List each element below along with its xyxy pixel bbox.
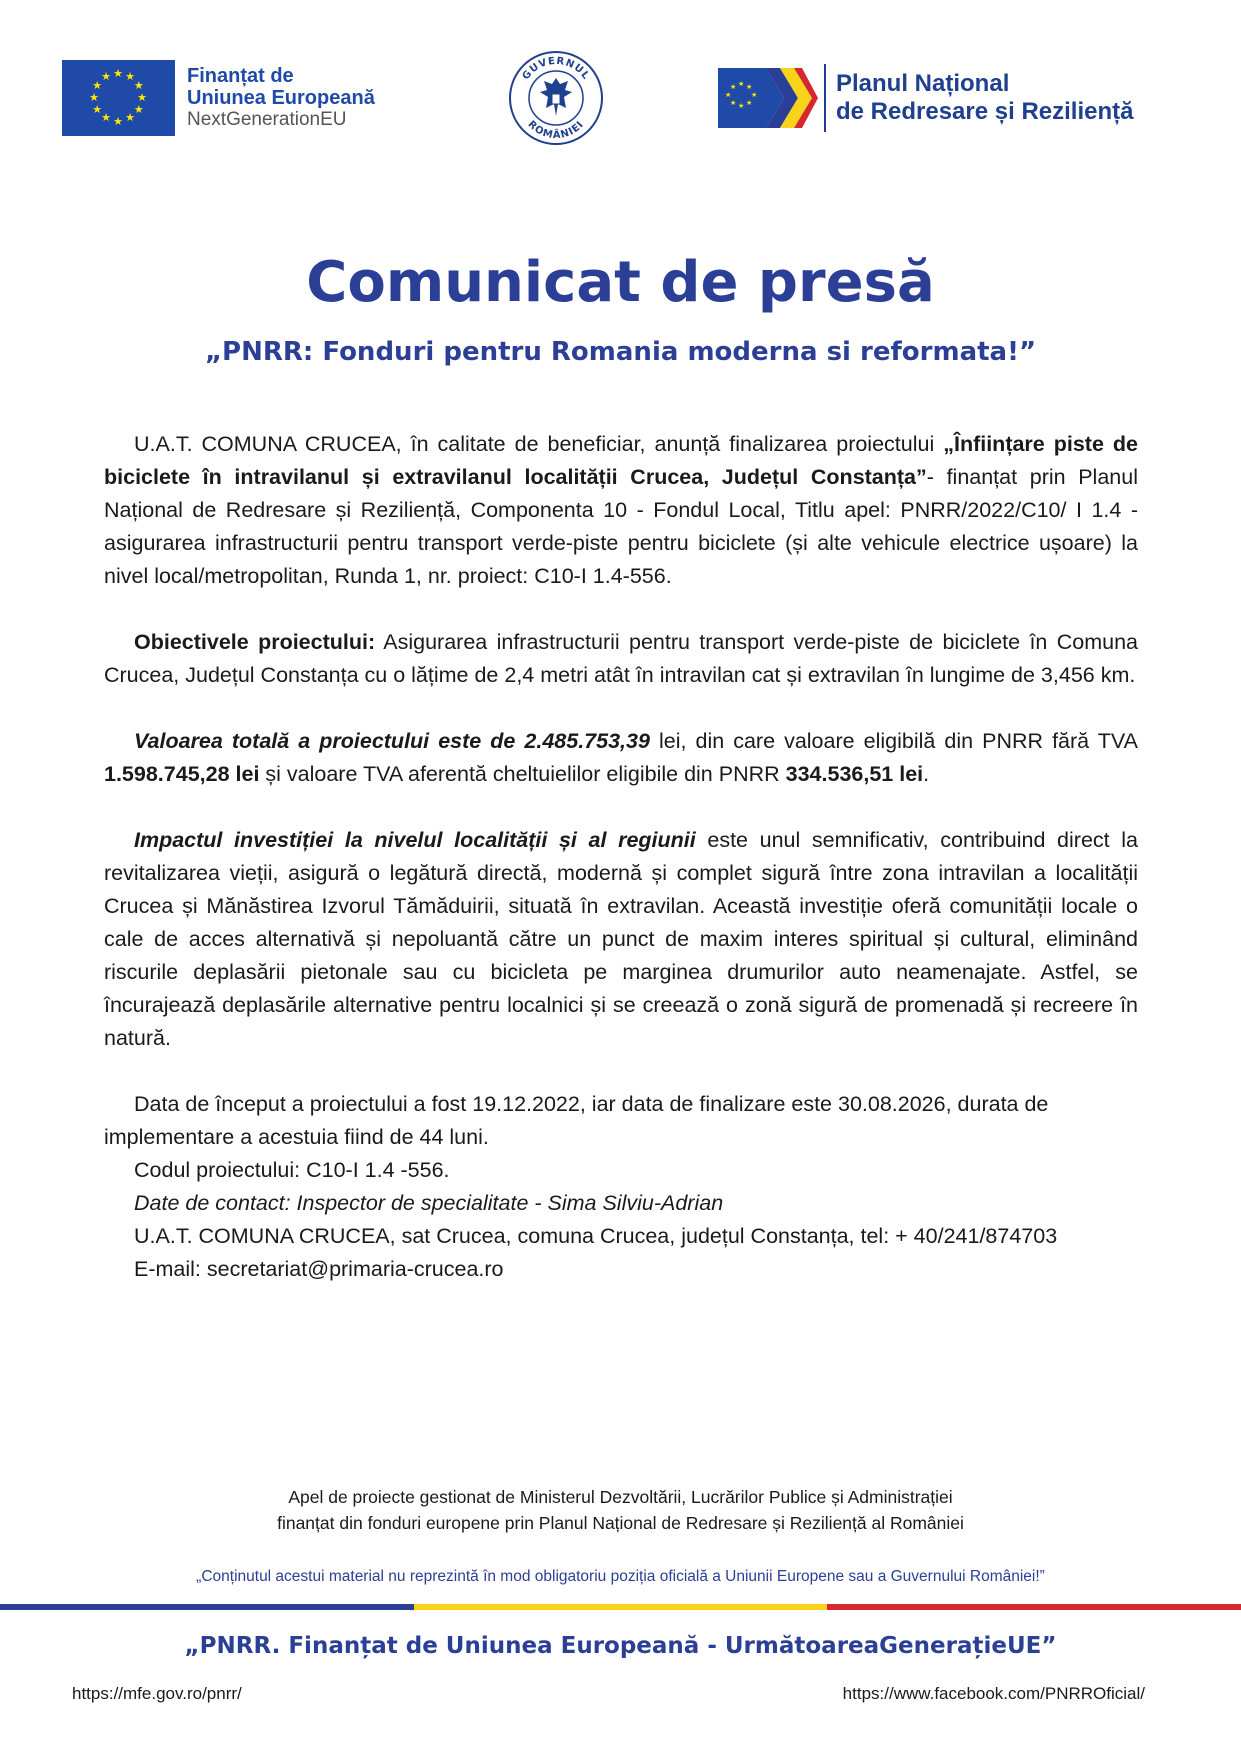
footer-call-line2: finanțat din fonduri europene prin Planul Național de Redresare și Reziliență al României bbox=[277, 1513, 964, 1533]
eu-star-icon: ★ bbox=[113, 67, 123, 80]
eu-funding-logo bbox=[62, 60, 375, 136]
paragraph-dates: Data de început a proiectului a fost 19.12.2022, iar data de finalizare este 30.08.2026, durata de implementare a acestuia fiind de 44 luni. bbox=[104, 1092, 1049, 1149]
page-subtitle: „PNRR: Fonduri pentru Romania moderna si reformata!” bbox=[204, 337, 1037, 367]
svg-text:★: ★ bbox=[738, 80, 745, 88]
objectives-text: Asigurarea infrastructurii pentru transport verde-piste de biciclete în Comuna Crucea, Județul Constanța cu o lățime de 2,4 metri atât în intravilan cat și extravilan în lungime de 3,456 km. bbox=[104, 630, 1138, 687]
project-name: „Înființare piste de biciclete în intravilanul și extravilanul localității Crucea, Județul Constanța” bbox=[104, 432, 1138, 489]
svg-text:★: ★ bbox=[730, 83, 737, 91]
eu-logo-line2: Uniunea Europeană bbox=[187, 87, 375, 109]
svg-text:★: ★ bbox=[746, 99, 753, 107]
value-text-1: lei, din care valoare eligibilă din PNRR fără TVA bbox=[649, 729, 1138, 753]
svg-text:ROMÂNIEI: ROMÂNIEI bbox=[525, 118, 587, 142]
value-text-2: și valoare TVA aferentă cheltuielilor eligibile din PNRR bbox=[259, 762, 786, 786]
stripe-blue bbox=[0, 1604, 414, 1610]
stripe-yellow bbox=[414, 1604, 828, 1610]
pnrr-logo-text bbox=[836, 70, 1133, 126]
eu-star-icon: ★ bbox=[92, 79, 103, 92]
announcement-details: - finanțat prin Planul Național de Redresare și Reziliență, Componenta 10 - Fondul Local, Titlu apel: PNRR/2022/C10/ I 1.4 - asigurarea infrastructurii pentru transport verde-piste pentru biciclete (și alte vehicule electrice ușoare) la nivel local/metropolitan, Runda 1, nr. proiect: C10-I 1.4-556. bbox=[104, 465, 1138, 588]
page-title: Comunicat de presă bbox=[306, 250, 935, 315]
footer-slogan: „PNRR. Finanțat de Uniunea Europeană - UrmătoareaGenerațieUE” bbox=[184, 1633, 1057, 1659]
tricolor-stripe bbox=[0, 1604, 1241, 1610]
objectives-label: Obiectivele proiectului: bbox=[134, 630, 376, 654]
facebook-pnrr-link[interactable]: https://www.facebook.com/PNRROficial/ bbox=[842, 1684, 1145, 1703]
paragraph-impact bbox=[104, 824, 1138, 1055]
eu-logo-line3: NextGenerationEU bbox=[187, 109, 347, 130]
value-text-3: . bbox=[923, 762, 930, 786]
pnrr-flag-icon bbox=[718, 68, 818, 128]
press-release-body bbox=[104, 428, 1138, 1286]
total-value-label: Valoarea totală a proiectului este de 2.485.753,39 bbox=[134, 729, 650, 753]
eu-star-icon: ★ bbox=[101, 112, 111, 125]
eu-star-icon: ★ bbox=[113, 115, 123, 128]
impact-text: este unul semnificativ, contribuind direct la revitalizarea vieții, asigură o legătură directă, modernă și complet sigură între zona intravilan a localității Crucea și Mănăstirea Izvorul Tămăduirii, situată în extravilan. Această investiție oferă comunității locale o cale de acces alternativă și nepoluantă către un punct de maxim interes spiritual și cultural, eliminând riscurile deplasării pietonale sau cu bicicleta pe marginea drumurilor auto neamenajate. Astfel, se încurajează deplasările alternative pentru localnici și se creează o zonă sigură de promenadă și recreere în natură. bbox=[104, 828, 1138, 1050]
eu-star-icon: ★ bbox=[89, 91, 99, 104]
vat-value: 334.536,51 lei bbox=[785, 762, 924, 786]
svg-text:★: ★ bbox=[725, 91, 732, 99]
mfe-pnrr-link[interactable]: https://mfe.gov.ro/pnrr/ bbox=[72, 1684, 242, 1703]
paragraph-objectives bbox=[104, 626, 1138, 692]
footer-call-info bbox=[0, 1484, 1241, 1536]
svg-text:★: ★ bbox=[751, 91, 758, 99]
eu-star-icon: ★ bbox=[125, 70, 135, 83]
eu-star-icon: ★ bbox=[125, 112, 135, 125]
paragraph-value bbox=[104, 725, 1138, 791]
footer-disclaimer: „Conținutul acestui material nu reprezintă în mod obligatoriu poziția oficială a Uniunii Europene sau a Guvernului României!” bbox=[196, 1568, 1045, 1585]
footer-call-line1: Apel de proiecte gestionat de Ministerul Dezvoltării, Lucrărilor Publice și Administrației bbox=[288, 1487, 953, 1507]
government-seal-icon bbox=[508, 50, 604, 146]
eu-logo-line1: Finanțat de bbox=[187, 65, 294, 87]
pnrr-logo-line1: Planul Național bbox=[836, 70, 1010, 97]
eu-star-icon: ★ bbox=[137, 91, 147, 104]
eu-star-icon: ★ bbox=[133, 103, 144, 116]
pnrr-logo-divider bbox=[824, 64, 826, 132]
svg-text:★: ★ bbox=[738, 102, 745, 110]
svg-text:GUVERNUL: GUVERNUL bbox=[520, 55, 592, 83]
contact-person: Date de contact: Inspector de specialitate - Sima Silviu-Adrian bbox=[134, 1191, 724, 1215]
contact-address: U.A.T. COMUNA CRUCEA, sat Crucea, comuna Crucea, județul Constanța, tel: + 40/241/874703 bbox=[134, 1224, 1058, 1248]
pnrr-logo bbox=[718, 64, 1133, 132]
eligible-value: 1.598.745,28 lei bbox=[104, 762, 260, 786]
paragraph-announcement bbox=[104, 428, 1138, 593]
impact-label: Impactul investiției la nivelul localității și al regiunii bbox=[134, 828, 696, 852]
eu-logo-text bbox=[187, 65, 375, 131]
pnrr-logo-line2: de Redresare și Reziliență bbox=[836, 98, 1134, 125]
svg-text:★: ★ bbox=[746, 83, 753, 91]
eu-star-icon: ★ bbox=[92, 103, 103, 116]
announcement-intro: U.A.T. COMUNA CRUCEA, în calitate de beneficiar, anunță finalizarea proiectului bbox=[134, 432, 944, 456]
stripe-red bbox=[827, 1604, 1241, 1610]
eu-flag-icon bbox=[62, 60, 175, 136]
eu-star-icon: ★ bbox=[133, 79, 144, 92]
eu-star-icon: ★ bbox=[101, 70, 111, 83]
contact-email: E-mail: secretariat@primaria-crucea.ro bbox=[134, 1257, 504, 1281]
svg-text:★: ★ bbox=[730, 99, 737, 107]
project-code: Codul proiectului: C10-I 1.4 -556. bbox=[134, 1158, 450, 1182]
